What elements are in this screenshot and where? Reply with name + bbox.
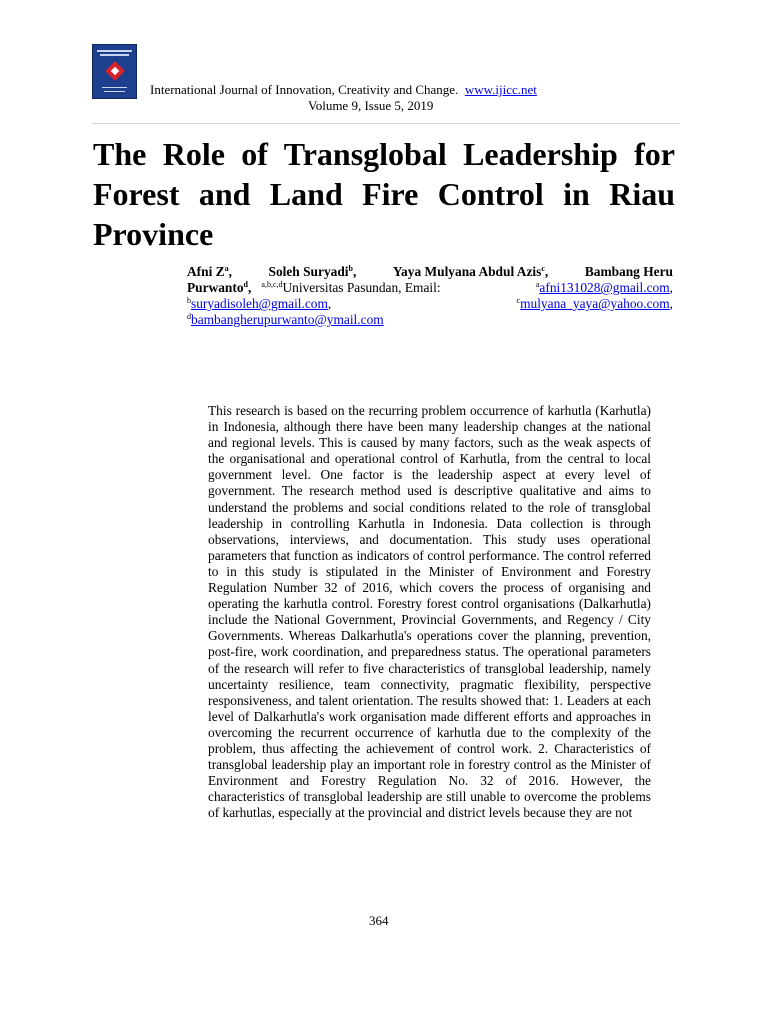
author-block [187,264,673,328]
author-3-name: Yaya Mulyana Abdul Azis [392,264,542,279]
author-1-name: Afni Z [187,264,225,279]
author-1-sup: a [224,264,229,273]
affiliation: Universitas Pasundan, Email: [282,280,441,295]
author-3: Yaya Mulyana Abdul Azis$^c$, [392,264,549,279]
journal-logo [92,44,137,99]
author-2: Soleh Suryadi$^b$, [268,264,357,279]
author-4-sup: d [243,280,248,289]
journal-url-link[interactable]: www.ijicc.net [464,82,537,97]
author-4-last: Purwanto [187,280,244,295]
affiliation-sup: a,b,c,d [261,280,283,289]
email-b-sup: b [187,296,191,305]
email-d-link[interactable]: bambangherupurwanto@ymail.com [191,312,384,327]
abstract-text: This research is based on the recurring problem occurrence of karhutla (Karhutla) in Indonesia, although there have been many leadership changes at the national and regional levels. This is caused by many factors, such as the weak aspects of the organisational and operational control of Karhutla, from the central to local government level. One factor is the leadership aspect at every level of government. The research method used is descriptive qualitative and aims to understand the problems and social conditions related to the role of transglobal leadership in controlling Karhutla in Indonesia. Data collection is through observations, interviews, and documentation. This study uses operational parameters that function as indicators of control performance. The control referred to in this study is stipulated in the Minister of Environment and Forestry Regulation Number 32 of 2016, which covers the process of organising and operating the karhutla control. Forestry forest control organisations (Dalkarhutla) include the National Government, Provincial Governments, and Regency / City Governments. Whereas Dalkarhutla's operations cover the planning, prevention, post-fire, work coordination, and preparedness status. The operational parameters of the research will refer to five characteristics of transglobal leadership, namely uncertainty resilience, team connectivity, pragmatic flexibility, perspective responsiveness, and talent orientation. The results showed that: 1. Leaders at each level of Dalkarhutla's work organisation made different efforts and approaches in overcoming the recurrent occurrence of karhutla due to the complexity of the problem, thus affecting the achievement of control work. 2. Characteristics of transglobal leadership play an important role in forestry control as the Minister of Environment and Forestry Regulation No. 32 of 2016. However, the characteristics of transglobal leadership are still unable to overcome the problems of karhutlas, especially at the provincial and district levels because they are not [208,403,651,821]
email-a-wrap: $^a$afni131028@gmail.com, [535,280,673,295]
running-header [150,82,620,114]
author-2-sup: b [348,264,353,273]
header-divider [92,123,680,124]
author-line-2 [187,280,673,296]
author-line-4 [187,312,673,328]
journal-line [150,82,620,98]
email-b-wrap: $^b$suryadisoleh@gmail.com, [187,296,332,311]
email-b-link[interactable]: suryadisoleh@gmail.com [191,296,328,311]
email-a-link[interactable]: afni131028@gmail.com [539,280,670,295]
author-1: Afni $Z^a$, [187,264,232,279]
email-c-sup: c [516,296,521,305]
author-2-name: Soleh Suryadi [268,264,349,279]
email-c-link[interactable]: mulyana_yaya@yahoo.com [520,296,670,311]
email-c-wrap: $^c$mulyana_yaya@yahoo.com, [516,296,673,311]
logo-footer-band [102,87,127,88]
email-a-sup: a [535,280,540,289]
author-4-and-affiliation: Purwanto$^d$, $^{a,b,c,d}$Universitas Pasundan, Email: [187,280,441,295]
email-d-sup: d [187,312,191,321]
journal-name: International Journal of Innovation, Creativity and Change. [150,82,459,97]
author-line-1 [187,264,673,280]
volume-issue: Volume 9, Issue 5, 2019 [308,98,434,113]
paper-title: The Role of Transglobal Leadership for Forest and Land Fire Control in Riau Province [93,136,675,252]
abstract [208,403,651,821]
logo-subtitle-band [100,54,129,56]
author-line-3 [187,296,673,312]
logo-title-band [97,50,132,52]
author-4-first: Bambang Heru [584,264,673,279]
logo-footer-band-2 [104,91,125,92]
author-3-sup: c [541,264,545,273]
page-number: 364 [369,913,389,928]
